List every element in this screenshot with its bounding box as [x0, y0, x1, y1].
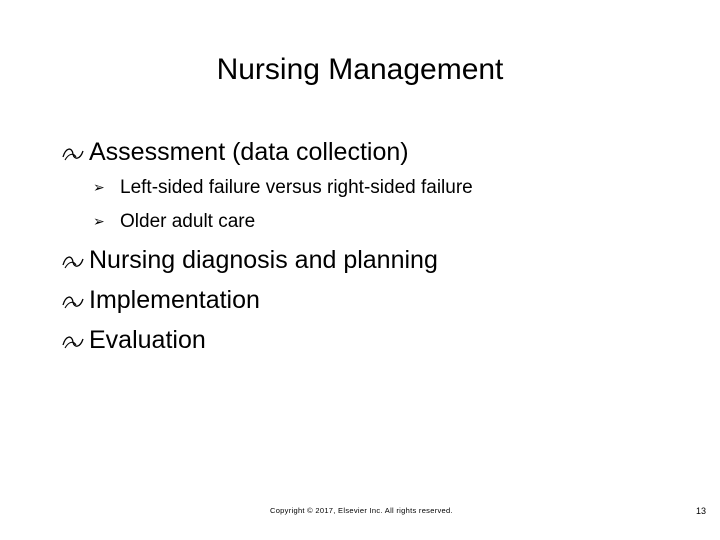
page-number: 13	[695, 506, 706, 516]
slide-title: Nursing Management	[216, 53, 504, 86]
bullet-text: Assessment (data collection)	[89, 138, 409, 166]
arrowhead-bullet-icon: ➢	[93, 213, 105, 229]
bullet-swirl-icon	[62, 252, 84, 272]
bullet-swirl-icon	[62, 292, 84, 312]
sub-bullet-text: Older adult care	[120, 211, 256, 232]
slide-footer	[0, 504, 720, 518]
bullet-swirl-icon	[62, 332, 84, 352]
sub-bullet-text: Left-sided failure versus right-sided failure	[120, 177, 473, 198]
bullet-text: Evaluation	[89, 326, 206, 354]
bullet-text: Nursing diagnosis and planning	[89, 246, 438, 274]
bullet-text: Implementation	[89, 286, 260, 314]
arrowhead-bullet-icon: ➢	[93, 179, 105, 195]
bullet-swirl-icon	[62, 144, 84, 164]
copyright-notice: Copyright © 2017, Elsevier Inc. All rights reserved.	[270, 506, 453, 515]
